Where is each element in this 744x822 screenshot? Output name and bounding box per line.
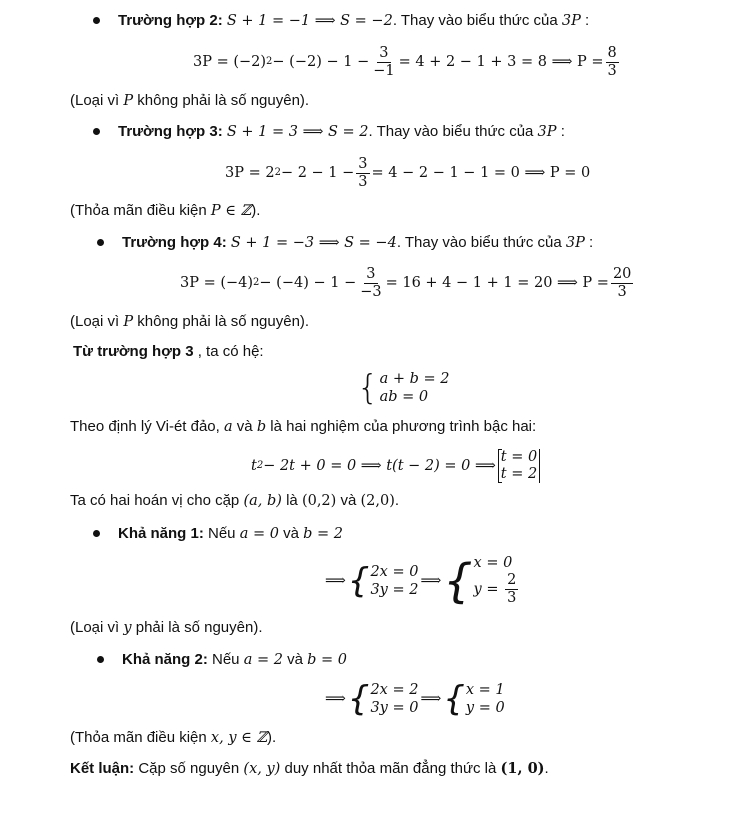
note-text: (Thỏa mãn điều kiện: [70, 202, 211, 219]
text: .: [544, 760, 549, 777]
case-label: Trường hợp 4:: [122, 234, 227, 251]
k1-equation: [325, 554, 522, 608]
text: là hai nghiệm của phương trình bậc hai:: [266, 418, 537, 435]
conclusion-label: Kết luận:: [70, 760, 135, 777]
condition: b = 2: [303, 526, 344, 542]
system-row: x = 0: [473, 555, 513, 571]
case-condition: S + 1 = 3 ⟹ S = 2: [226, 124, 369, 140]
value: (0,2): [301, 493, 337, 509]
system-ab: [355, 370, 452, 406]
eq-mid: − 2 − 1 −: [280, 165, 355, 181]
text: .: [394, 492, 400, 509]
frac-num: 2: [507, 572, 517, 588]
frac-den: 3: [607, 62, 617, 79]
case2-heading: [118, 11, 589, 31]
conclusion: [70, 759, 549, 779]
k2-note: [70, 728, 276, 748]
system-row: 2x = 0: [370, 564, 419, 580]
case-text: . Thay vào biểu thức của: [392, 12, 562, 29]
system-row: x = 1: [465, 682, 505, 698]
var: b: [256, 419, 267, 435]
case-text: . Thay vào biểu thức của: [368, 123, 538, 140]
text: và: [282, 651, 308, 668]
note-text: ).: [251, 202, 261, 219]
case3-note: [70, 201, 260, 221]
equation-system: [443, 555, 520, 607]
system-row: a + b = 2: [379, 371, 450, 387]
eq-mid: − (−4) − 1 −: [259, 275, 357, 291]
case-expr: 3P: [561, 13, 581, 29]
frac-num: 20: [612, 265, 632, 282]
frac-num: 8: [607, 44, 617, 61]
frac-num: 3: [379, 44, 389, 61]
bullet-icon: [93, 128, 100, 135]
brace-icon: {: [443, 679, 465, 719]
case3-heading: [118, 122, 565, 142]
system-row: 3y = 0: [370, 700, 419, 716]
k2-equation: [325, 679, 507, 719]
system-row: ab = 0: [379, 389, 429, 405]
case-condition: S + 1 = −3 ⟹ S = −4: [230, 235, 397, 251]
case4-heading: [122, 233, 593, 253]
bullet-icon: [93, 17, 100, 24]
equation-system: [348, 563, 419, 599]
case-colon: :: [584, 234, 594, 251]
implies-icon: ⟹: [420, 573, 442, 589]
equation-system: [443, 681, 504, 717]
system-row-lhs: y =: [473, 581, 499, 598]
frac-num: 3: [358, 155, 368, 172]
text: là: [281, 492, 302, 509]
solution-row: t = 2: [500, 466, 538, 482]
eq-left: t: [251, 458, 257, 474]
note-expr: P ∈ ℤ: [210, 203, 252, 219]
case-colon: :: [580, 12, 590, 29]
case-label: Khả năng 1:: [118, 525, 204, 542]
frac-num: 3: [366, 265, 376, 282]
frac-den: 3: [507, 590, 517, 606]
note-text: (Thỏa mãn điều kiện: [70, 729, 211, 746]
case-text: . Thay vào biểu thức của: [396, 234, 566, 251]
text: và: [278, 525, 304, 542]
fraction: [356, 156, 369, 191]
brace-icon: {: [357, 368, 379, 408]
case-expr: 3P: [565, 235, 585, 251]
vieta-line: [70, 417, 536, 437]
note-text: ).: [267, 729, 277, 746]
fraction: [358, 266, 383, 301]
text: Nếu: [203, 525, 240, 542]
frac-den: 3: [358, 173, 368, 190]
note-text: (Loại vì: [70, 92, 124, 109]
case-label: Khả năng 2:: [122, 651, 208, 668]
fraction: [505, 572, 518, 607]
eq-left: 3P = 2: [225, 165, 275, 181]
case-expr: 3P: [537, 124, 557, 140]
eq-mid: − (−2) − 1 −: [272, 54, 370, 70]
equation-system: [348, 681, 419, 717]
bullet-icon: [97, 239, 104, 246]
text: , ta có hệ:: [193, 343, 264, 360]
pair: (a, b): [243, 493, 282, 509]
quadratic-equation: t 2 − 2t + 0 = 0 ⟹ t(t − 2) = 0 ⟹ t = 0 t = 2: [251, 446, 542, 486]
fraction: [371, 45, 396, 80]
note-text: không phải là số nguyên).: [133, 92, 310, 109]
case-colon: :: [556, 123, 565, 140]
text: và: [232, 418, 257, 435]
bullet-icon: [93, 530, 100, 537]
frac-den: −1: [373, 62, 395, 79]
result-fraction: [611, 266, 633, 301]
system-row: 2x = 2: [370, 682, 419, 698]
note-expr: x, y ∈ ℤ: [210, 730, 268, 746]
solution-bracket: [498, 449, 540, 483]
var: a: [223, 419, 233, 435]
k1-note: [70, 618, 262, 638]
answer: (1, 0): [500, 760, 545, 777]
case-label: Trường hợp 2:: [118, 12, 223, 29]
bold-text: Từ trường hợp 3: [73, 343, 194, 360]
eq-left: 3P = (−2): [193, 54, 267, 70]
implies-icon: ⟹: [325, 573, 346, 589]
case2-note: [70, 91, 309, 111]
case3-equation: 3P = 2 2 − 2 − 1 − $\frac{3}{3}$ = 4 − 2 − 1 − 1 = 0 ⟹ P = 0: [225, 155, 591, 190]
text: và: [336, 492, 361, 509]
solution-row: t = 0: [500, 449, 538, 465]
case4-equation: 3P = (−4) 2 − (−4) − 1 − $\frac{3}{-3}$ = 16 + 4 − 1 + 1 = 20 ⟹ P = $\frac{20}{3}$: [180, 265, 632, 300]
bullet-icon: [97, 656, 104, 663]
frac-den: 3: [617, 283, 627, 300]
case-label: Trường hợp 3:: [118, 123, 223, 140]
brace-icon: {: [347, 561, 370, 601]
brace-icon: {: [443, 554, 473, 608]
permutation-line: [70, 491, 399, 511]
eq-right: = 16 + 4 − 1 + 1 = 20 ⟹ P =: [385, 275, 609, 291]
condition: b = 0: [307, 652, 348, 668]
note-text: không phải là số nguyên).: [133, 313, 310, 330]
text: duy nhất thỏa mãn đẳng thức là: [280, 760, 501, 777]
case-condition: S + 1 = −1 ⟹ S = −2: [226, 13, 393, 29]
note-var: P: [123, 314, 134, 330]
note-var: P: [123, 93, 134, 109]
eq-right: = 4 + 2 − 1 + 3 = 8 ⟹ P =: [398, 54, 604, 70]
case4-note: [70, 312, 309, 332]
implies-icon: ⟹: [420, 691, 442, 707]
result-fraction: [606, 45, 619, 80]
brace-icon: {: [347, 679, 370, 719]
text: Nếu: [207, 651, 244, 668]
note-var: y: [123, 620, 132, 636]
case2-equation: 3P = (−2) 2 − (−2) − 1 − $\frac{3}{-1}$ = 4 + 2 − 1 + 3 = 8 ⟹ P = $\frac{8}{3}$: [193, 44, 617, 79]
eq-left: 3P = (−4): [180, 275, 254, 291]
from-case3-line: [73, 342, 264, 362]
note-text: (Loại vì: [70, 313, 124, 330]
text: Cặp số nguyên: [134, 760, 244, 777]
value: (2,0): [360, 493, 395, 509]
equation-system: [357, 370, 450, 406]
system-row: 3y = 2: [370, 582, 419, 598]
condition: a = 0: [239, 526, 279, 542]
k2-heading: [122, 650, 347, 670]
text: Theo định lý Vi-ét đảo,: [70, 418, 224, 435]
note-text: (Loại vì: [70, 619, 124, 636]
system-row: [474, 572, 521, 607]
eq-right: = 4 − 2 − 1 − 1 = 0 ⟹ P = 0: [371, 165, 591, 181]
system-row: y = 0: [465, 700, 505, 716]
text: Ta có hai hoán vị cho cặp: [70, 492, 244, 509]
eq-rest: − 2t + 0 = 0 ⟹ t(t − 2) = 0 ⟹: [263, 458, 496, 474]
implies-icon: ⟹: [325, 691, 346, 707]
condition: a = 2: [243, 652, 283, 668]
pair: (x, y): [243, 761, 281, 777]
frac-den: −3: [360, 283, 382, 300]
note-text: phải là số nguyên).: [131, 619, 263, 636]
k1-heading: [118, 524, 343, 544]
